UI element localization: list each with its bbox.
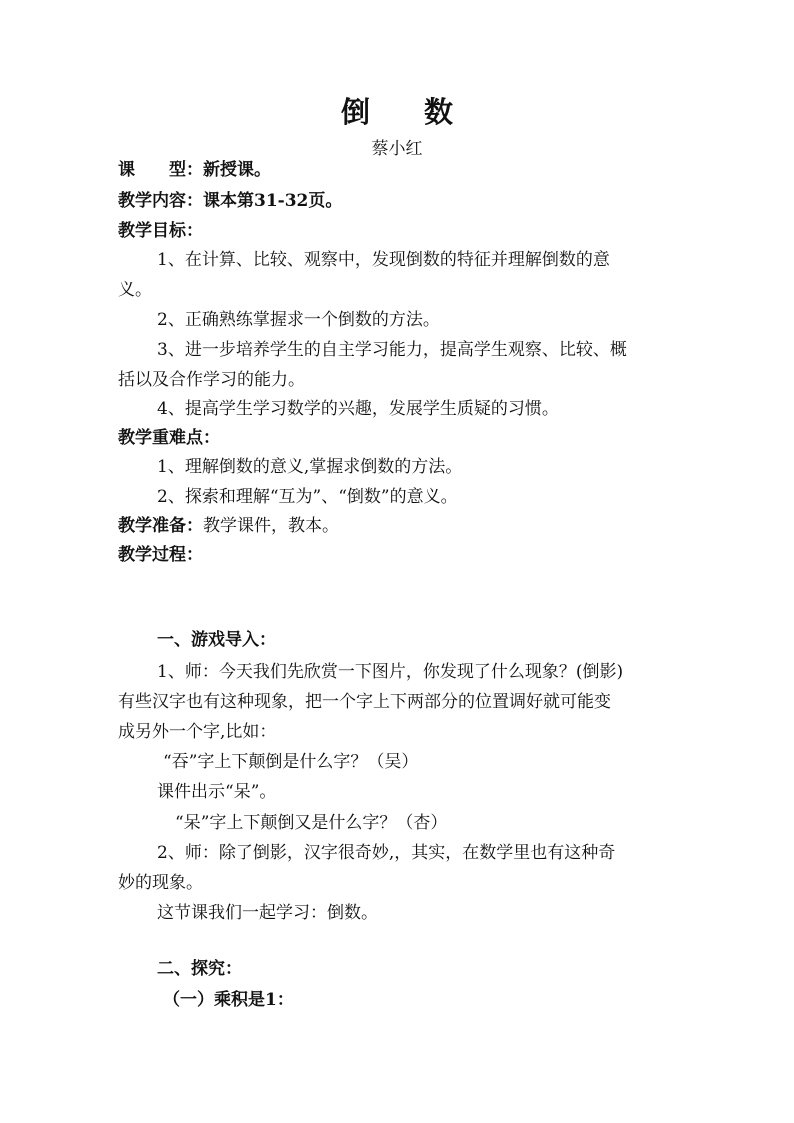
show-courseware: 课件出示“呆”。 <box>157 782 277 802</box>
para-1-line-2: 有些汉字也有这种现象，把一个字上下两部分的位置调好就可能变 <box>118 692 611 712</box>
goal-1-line-1: 1、在计算、比较、观察中，发现倒数的特征并理解倒数的意 <box>157 250 610 270</box>
keypoint-2: 2、探索和理解“互为”、“倒数”的意义。 <box>157 487 458 507</box>
goals-heading: 教学目标： <box>118 221 203 241</box>
author-name: 蔡小红 <box>371 139 423 159</box>
question-2: “呆”字上下颠倒又是什么字？（杏） <box>175 813 448 833</box>
content-label: 教学内容： <box>118 191 203 211</box>
para-3: 这节课我们一起学习：倒数。 <box>157 903 378 923</box>
course-type-line <box>118 158 678 182</box>
course-type-value: 新授课。 <box>203 160 271 180</box>
para-2-line-2: 妙的现象。 <box>118 873 203 893</box>
prep-line <box>118 514 678 538</box>
section-2-heading: 二、探究： <box>157 959 242 979</box>
goal-3-line-1: 3、进一步培养学生的自主学习能力，提高学生观察、比较、概 <box>157 340 627 360</box>
para-1-line-3: 成另外一个字,比如： <box>118 722 277 742</box>
course-type-label: 课 型： <box>118 160 203 180</box>
goal-3-line-2: 括以及合作学习的能力。 <box>118 370 305 390</box>
content-line <box>118 189 678 213</box>
para-1-line-1: 1、师：今天我们先欣赏一下图片，你发现了什么现象？(倒影) <box>157 662 624 682</box>
keypoint-1: 1、理解倒数的意义,掌握求倒数的方法。 <box>157 457 463 477</box>
keypoints-heading: 教学重难点： <box>118 428 220 448</box>
process-heading: 教学过程： <box>118 545 203 565</box>
question-1: “吞”字上下颠倒是什么字？（吴） <box>163 752 419 772</box>
content-value: 课本第31-32页。 <box>203 191 343 211</box>
subsection-1-heading: （一）乘积是1： <box>163 990 294 1010</box>
document-title: 倒 数 <box>340 95 476 129</box>
para-2-line-1: 2、师：除了倒影，汉字很奇妙,，其实，在数学里也有这种奇 <box>157 843 616 863</box>
prep-label: 教学准备： <box>118 516 203 536</box>
goal-4: 4、提高学生学习数学的兴趣，发展学生质疑的习惯。 <box>157 399 559 419</box>
prep-value: 教学课件，教本。 <box>203 516 339 536</box>
goal-1-line-2: 义。 <box>118 280 152 300</box>
goal-2: 2、正确熟练掌握求一个倒数的方法。 <box>157 310 440 330</box>
section-1-heading: 一、游戏导入： <box>157 630 276 650</box>
